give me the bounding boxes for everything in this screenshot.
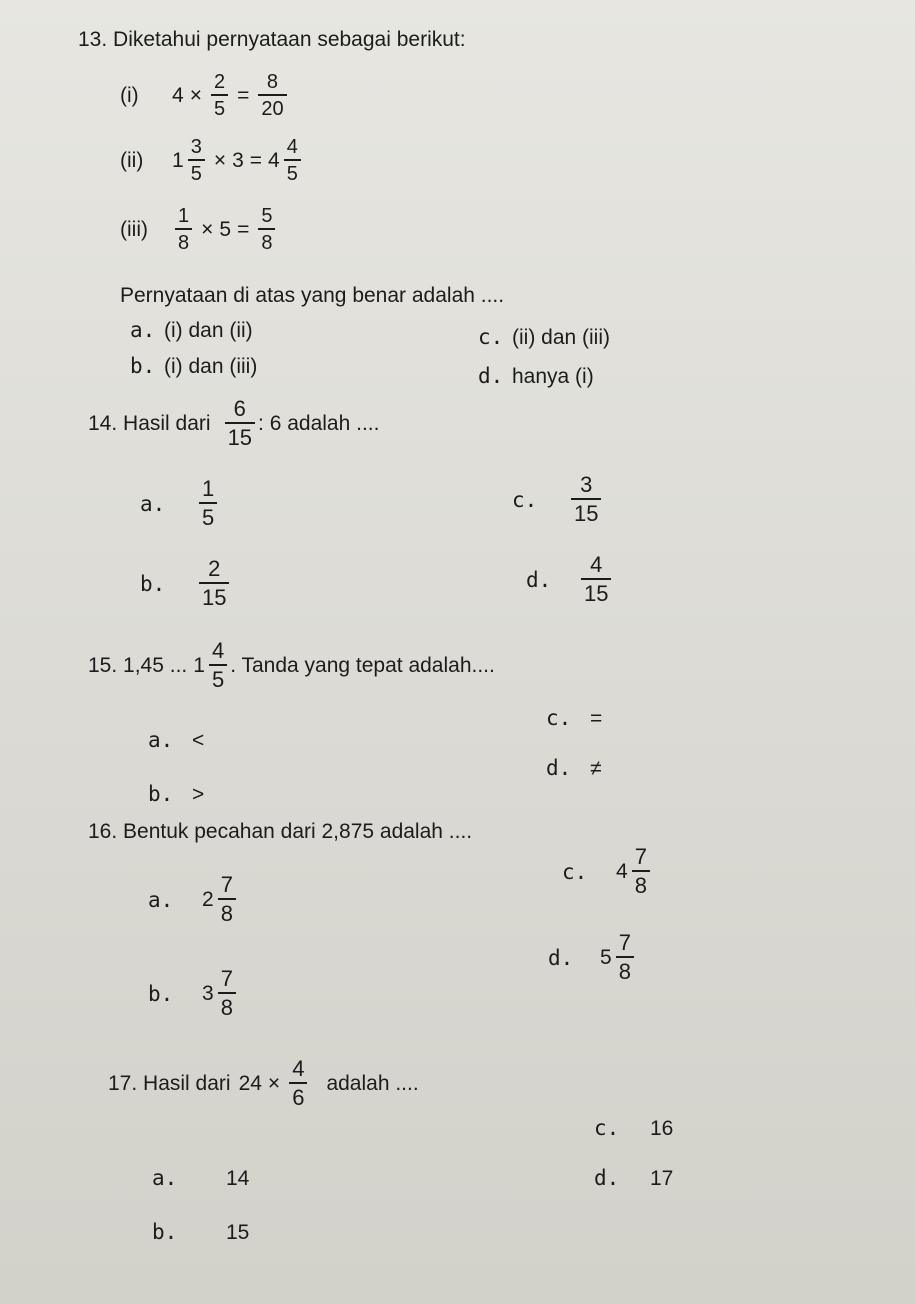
q13-option-a[interactable]: a. (i) dan (ii)	[130, 318, 253, 342]
fraction: $\frac{6}{15}$	[225, 398, 255, 449]
q14-option-b[interactable]: b. $\frac{2}{15}$	[140, 558, 232, 609]
q13-question: Pernyataan di atas yang benar adalah ....	[120, 284, 505, 307]
fraction: $\frac{4}{6}$	[289, 1058, 307, 1109]
mixed-number: 1 $\frac{3}{5}$	[172, 137, 208, 184]
q15-option-a[interactable]: a. <	[148, 728, 205, 752]
statement-label: (ii)	[120, 148, 144, 172]
q16-title: 16. Bentuk pecahan dari 2,875 adalah ....	[88, 820, 473, 843]
q13-statement-2: (ii) 1 $\frac{3}{5}$ × 3 = 4 $\frac{4}{5}$	[120, 137, 304, 184]
mixed-number: 1 $\frac{4}{5}$	[193, 640, 230, 691]
q17-option-d[interactable]: d. 17	[594, 1166, 674, 1190]
fraction: $\frac{2}{5}$	[211, 72, 228, 119]
q17-question: 17. Hasil dari 24 × $\frac{4}{6}$ adalah ....	[108, 1056, 419, 1110]
q16-option-b[interactable]: b. 3 $\frac{7}{8}$	[148, 968, 239, 1019]
statement-label: (i)	[120, 83, 139, 107]
q16-option-a[interactable]: a. 2 $\frac{7}{8}$	[148, 874, 239, 925]
fraction: $\frac{1}{8}$	[175, 206, 192, 253]
q17-option-a[interactable]: a. 14	[152, 1166, 250, 1190]
statement-label: (iii)	[120, 217, 148, 241]
q14-option-d[interactable]: d. $\frac{4}{15}$	[526, 554, 614, 605]
q15-option-c[interactable]: c. =	[546, 706, 603, 730]
q15-question: 15. 1,45 ... 1 $\frac{4}{5}$ . Tanda yang tepat adalah....	[88, 638, 495, 692]
q13-statement-1: (i) 4 × $\frac{2}{5}$ = $\frac{8}{20}$	[120, 72, 290, 119]
q14-option-a[interactable]: a. $\frac{1}{5}$	[140, 478, 220, 529]
q14-question: 14. Hasil dari $\frac{6}{15}$ : 6 adalah ....	[88, 396, 380, 450]
fraction: $\frac{8}{20}$	[258, 72, 286, 119]
q14-option-c[interactable]: c. $\frac{3}{15}$	[512, 474, 604, 525]
q13-option-b[interactable]: b. (i) dan (iii)	[130, 354, 258, 378]
q15-option-b[interactable]: b. >	[148, 782, 205, 806]
q13-option-c[interactable]: c. (ii) dan (iii)	[478, 325, 611, 349]
fraction: $\frac{5}{8}$	[258, 206, 275, 253]
q16-option-c[interactable]: c. 4 $\frac{7}{8}$	[562, 846, 653, 897]
q13-option-d[interactable]: d. hanya (i)	[478, 364, 594, 388]
q17-option-b[interactable]: b. 15	[152, 1220, 250, 1244]
q13-statement-3: (iii) $\frac{1}{8}$ × 5 = $\frac{5}{8}$	[120, 206, 278, 253]
q15-option-d[interactable]: d. ≠	[546, 756, 602, 780]
q13-title: 13. Diketahui pernyataan sebagai berikut:	[78, 28, 466, 51]
q17-option-c[interactable]: c. 16	[594, 1116, 674, 1140]
mixed-number: 4 $\frac{4}{5}$	[268, 137, 304, 184]
q16-option-d[interactable]: d. 5 $\frac{7}{8}$	[548, 932, 637, 983]
